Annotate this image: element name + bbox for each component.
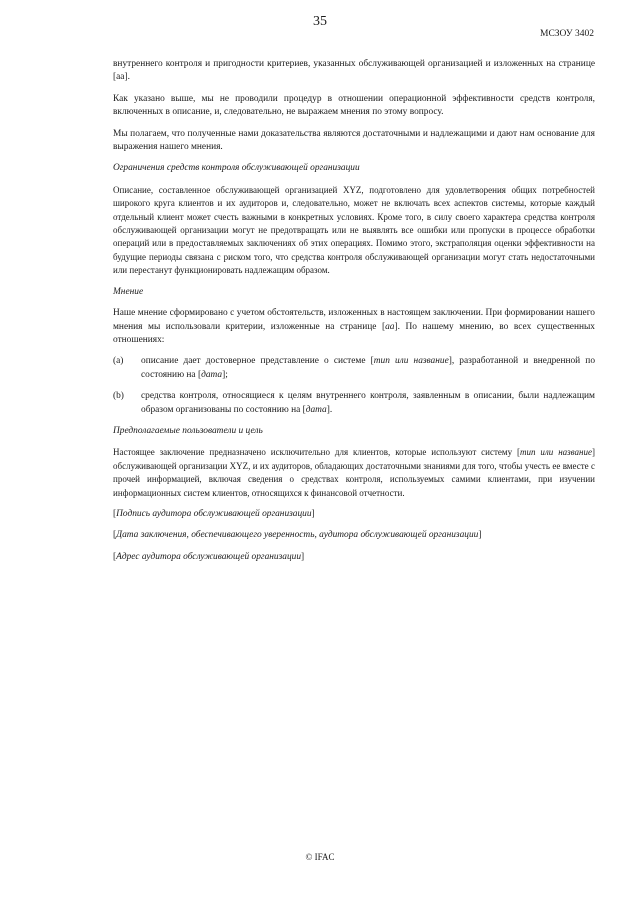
sig-3-open: [: [113, 551, 117, 562]
document-body: [113, 58, 595, 572]
paragraph-limitations: Описание, составленное обслуживающей организацией XYZ, подготовлено для удовлетворения общих потребностей широкого круга клиентов и их аудиторов и, следовательно, может не включать всех аспектов системы, которые каждый отдельный клиент может счесть важными в конкретных условиях. Кроме того, в силу своего характера средства контроля обслуживающей организации могут не предотвращать или не выявлять все ошибки или пропуски в процессе обработки операций или в предоставляемых заключениях об этих операциях. Помимо этого, экстраполяция оценки эффективности на будущие периоды связана с риском того, что средства контроля обслуживающей организации могут стать недостаточными или перестанут функционировать надлежащим образом.: [113, 184, 595, 276]
item-a-text-3: ];: [222, 369, 228, 380]
heading-limitations: Ограничения средств контроля обслуживающей организации: [113, 163, 360, 174]
heading-opinion: Мнение: [113, 286, 144, 297]
sig-2-close: ]: [478, 530, 482, 541]
item-b-text-2: ].: [326, 404, 333, 415]
signature-line-1: [113, 508, 595, 521]
item-a-text-1: описание дает достоверное представление о системе [: [141, 356, 374, 367]
sig-1-open: [: [113, 508, 117, 519]
page-number: 35: [313, 14, 327, 29]
opinion-intro-text: Наше мнение сформировано с учетом обстоятельств, изложенных в настоящем заключении. При формировании нашего мнения мы использовали критерии, изложенные на странице [: [113, 308, 595, 332]
sig-2-open: [: [113, 530, 117, 541]
opinion-item-a-text: [141, 355, 595, 382]
users-text-2: ] обслуживающей организации XYZ, и их аудиторов, обладающих достаточными знаниями для того, чтобы учесть ее вместе с прочей информацией, включая сведения о средствах контроля, используемых самими клиентами, при изучении информационных систем клиентов, относящихся к финансовой отчетности.: [113, 447, 595, 498]
users-ref-1: тип или название: [519, 447, 592, 458]
users-text-1: Настоящее заключение предназначено исключительно для клиентов, которые используют систему [: [113, 447, 520, 458]
item-a-text-2: ], разработанной и внедренной по состоянию на [: [141, 356, 596, 380]
opinion-intro-ref: аа: [385, 321, 395, 332]
item-b-text-1: средства контроля, относящиеся к целям внутреннего контроля, заявленным в описании, были надлежащим образом организованы по состоянию на [: [141, 391, 595, 415]
item-b-ref-1: дата: [305, 404, 327, 415]
sig-2-text: Дата заключения, обеспечивающего уверенность, аудитора обслуживающей организации: [116, 530, 479, 541]
list-marker-a: (a): [113, 356, 124, 367]
heading-intended-users: Предполагаемые пользователи и цель: [113, 425, 263, 436]
item-a-ref-1: тип или название: [373, 356, 449, 367]
paragraph-opinion-intro: [113, 307, 595, 347]
item-a-ref-2: дата: [201, 369, 223, 380]
signature-line-2: [113, 529, 595, 542]
sig-1-close: ]: [311, 508, 315, 519]
paragraph-intended-users: [113, 446, 595, 500]
opinion-intro-text-end: ]. По нашему мнению, во всех существенных отношениях:: [113, 321, 595, 345]
document-code: МСЗОУ 3402: [540, 29, 594, 39]
footer-copyright: © IFAC: [305, 852, 335, 862]
list-marker-b: (b): [113, 391, 124, 402]
sig-1-text: Подпись аудитора обслуживающей организации: [116, 508, 312, 519]
paragraph-no-procedures: Как указано выше, мы не проводили процедур в отношении операционной эффективности средств контроля, включенных в описание, и, следовательно, не выражаем мнения по этому вопросу.: [113, 93, 595, 118]
sig-3-text: Адрес аудитора обслуживающей организации: [116, 551, 302, 562]
opinion-item-b: [113, 390, 595, 417]
paragraph-criteria: внутреннего контроля и пригодности критериев, указанных обслуживающей организацией и изложенных на странице [аа].: [113, 59, 595, 83]
signature-line-3: [113, 551, 595, 564]
sig-3-close: ]: [301, 551, 305, 562]
opinion-item-b-text: [141, 390, 595, 417]
opinion-item-a: [113, 355, 595, 382]
paragraph-evidence: Мы полагаем, что полученные нами доказательства являются достаточными и надлежащими и дают нам основание для выражения нашего мнения.: [113, 128, 595, 153]
